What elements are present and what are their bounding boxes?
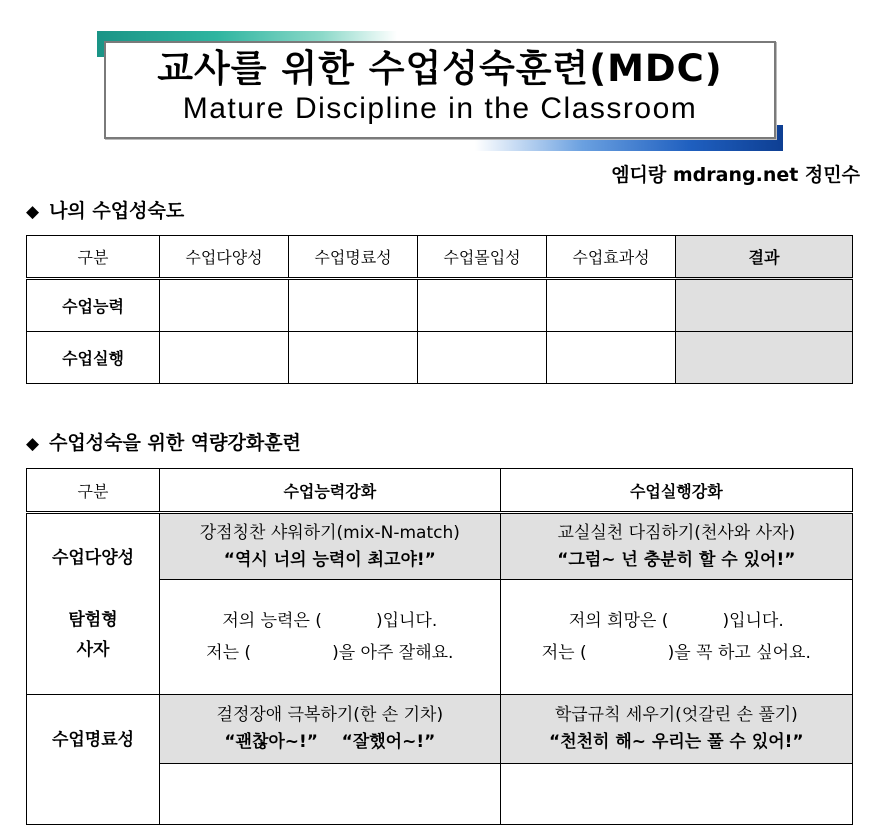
table-cell[interactable] <box>160 279 289 332</box>
row-label: 수업명료성 <box>51 730 135 750</box>
diamond-icon: ◆ <box>26 202 40 222</box>
row-label: 수업다양성 <box>51 548 135 568</box>
page-subtitle: Mature Discipline in the Classroom <box>182 92 698 125</box>
column-header: 수업실행강화 <box>500 469 852 513</box>
activity-cell <box>500 695 852 764</box>
column-header: 수업명료성 <box>289 236 418 279</box>
quote-text: “괜찮아~!” “잘했어~!” <box>224 732 436 752</box>
table-row <box>27 279 853 332</box>
quote-text: “그럼~ 넌 충분히 할 수 있어!” <box>557 549 796 570</box>
diamond-icon: ◆ <box>26 434 40 454</box>
result-cell[interactable] <box>676 332 853 384</box>
table-cell[interactable] <box>418 332 547 384</box>
table-header-row <box>27 236 853 279</box>
table-row <box>27 513 853 580</box>
column-header: 수업효과성 <box>547 236 676 279</box>
fill-in-text: 저의 능력은 ( )입니다. <box>222 611 438 632</box>
table-cell[interactable] <box>547 332 676 384</box>
activity-cell <box>160 695 501 764</box>
result-cell[interactable] <box>676 279 853 332</box>
column-header-result: 결과 <box>676 236 853 279</box>
table-row <box>27 695 853 764</box>
table-header-row <box>27 469 853 513</box>
activity-text: 걸정장애 극복하기(한 손 기차) <box>216 705 444 725</box>
table-cell[interactable] <box>289 332 418 384</box>
training-table <box>26 468 853 825</box>
activity-text: 학급규칙 세우기(엇갈린 손 풀기) <box>554 705 798 725</box>
fill-in-cell[interactable] <box>160 764 501 825</box>
row-label: 수업능력 <box>27 279 160 332</box>
table-row <box>27 332 853 384</box>
column-header: 구분 <box>27 469 160 513</box>
column-header: 수업다양성 <box>160 236 289 279</box>
fill-in-cell[interactable] <box>500 580 852 695</box>
section-heading-2 <box>26 428 301 455</box>
table-cell[interactable] <box>289 279 418 332</box>
section-title-1: 나의 수업성숙도 <box>49 200 185 222</box>
section-title-2: 수업성숙을 위한 역량강화훈련 <box>49 432 301 454</box>
page-title: 교사를 위한 수업성숙훈련(MDC) <box>157 47 723 90</box>
fill-in-text: 저는 ( )을 아주 잘해요. <box>206 643 454 664</box>
title-box <box>104 41 776 139</box>
author-credit: 엠디랑 mdrang.net 정민수 <box>611 164 860 186</box>
fill-in-cell[interactable] <box>160 580 501 695</box>
activity-text: 교실실천 다짐하기(천사와 사자) <box>557 522 796 543</box>
table-cell[interactable] <box>160 332 289 384</box>
row-sublabel: 탐험형 <box>68 610 118 630</box>
maturity-table <box>26 235 853 384</box>
row-label-cell <box>27 513 160 695</box>
section-heading-1 <box>26 196 184 223</box>
row-label: 수업실행 <box>27 332 160 384</box>
fill-in-text: 저는 ( )을 꼭 하고 싶어요. <box>541 643 811 664</box>
row-label-cell <box>27 695 160 825</box>
activity-text: 강점칭찬 샤워하기(mix-N-match) <box>199 522 460 543</box>
quote-text: “천천히 해~ 우리는 풀 수 있어!” <box>549 732 804 752</box>
column-header: 수업능력강화 <box>160 469 501 513</box>
fill-in-cell[interactable] <box>500 764 852 825</box>
activity-cell <box>500 513 852 580</box>
table-cell[interactable] <box>547 279 676 332</box>
title-banner <box>0 0 886 160</box>
activity-cell <box>160 513 501 580</box>
fill-in-text: 저의 희망은 ( )입니다. <box>568 611 784 632</box>
column-header: 수업몰입성 <box>418 236 547 279</box>
column-header: 구분 <box>27 236 160 279</box>
quote-text: “역시 너의 능력이 최고야!” <box>223 549 436 570</box>
row-sublabel: 사자 <box>76 640 110 660</box>
table-cell[interactable] <box>418 279 547 332</box>
